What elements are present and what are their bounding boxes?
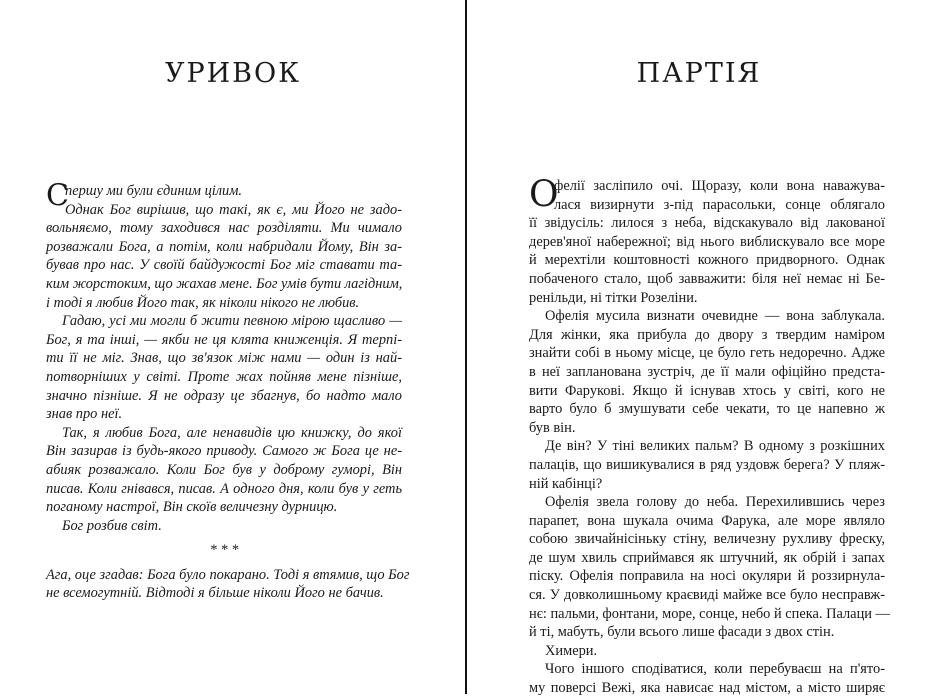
text-line: Гадаю, усі ми могли б жити певною мірою щасливо — [62,313,402,330]
drop-cap-left: С [46,178,69,213]
right-page [468,0,930,697]
book-spine-divider [465,0,467,694]
text-line: ти її не міг. Знав, що зв'язок між нами — один із най- [46,350,402,367]
text-line: собою звичайнісіньку стіну, величезну рухливу фреску, [529,531,885,548]
text-line: Для жінки, яка прибула до двору з твердим наміром [529,326,885,343]
drop-cap-right: О [529,174,559,215]
text-line: побаченого стало, щоб завважити: біля неї немає ні Бе- [529,270,885,287]
text-line: Офелія мусила визнати очевидне — вона заблукала. [545,308,885,325]
text-line: в неї запланована зустріч, де її мали офіційно предста- [529,363,885,380]
text-line: першу ми були єдиним цілим. [65,183,243,199]
text-line: палаців, що вишикувалися в ряд уздовж берега? У пляж- [529,456,885,473]
text-line: бував про нас. У своїй байдужості Бог міг ставати та- [46,257,402,274]
text-line: й мерехтіли коштовності кожного придворного. Однак [529,252,885,269]
text-line: не всемогутній. Відтоді я більше ніколи Його не бачив. [46,585,384,602]
text-line: ким жорстоким, що жахав мене. Бог умів бути лагідним, [46,275,403,292]
text-line: ренільди, ні тітки Розеліни. [529,289,698,306]
text-line: Де він? У тіні великих пальм? В одному з розкішних [545,438,885,455]
text-line: і тоді я любив Його так, як ніколи нікого не любив. [46,294,360,311]
text-line: нє: пальми, фонтани, море, сонце, небо й спека. Палаци — [529,605,890,622]
text-line: значно пізніше. Я не одразу це збагнув, бо надто мало [46,387,402,404]
text-line: потворніших у світі. Проте жах пойняв мене пізніше, [46,368,402,385]
text-line: му поверсі Вежі, яка нависає над містом, а місто ширяє [529,680,885,697]
right-page-text [529,174,890,698]
text-line: писав. Коли гнівався, писав. А одного дня, коли був у геть [46,480,402,497]
text-line: Однак Бог вирішив, що такі, як є, ми Його не задо- [65,201,402,218]
text-line: вити Фарукові. Якщо й існував хтось у світі, кого не [529,382,885,399]
text-line: Офелія звела голову до неба. Перехилившись через [545,494,885,511]
text-line: її звідусіль: лилося з неба, відскакувало від лакованої [529,215,885,232]
text-line: розважали Бога, а потім, коли набридали Йому, Він за- [46,238,402,255]
text-line: Він зазирав із будь-якого приводу. Самого ж Бога це не- [46,443,402,460]
left-page [0,0,466,694]
text-line: поганому настрої, Він скоїв величезну дурницю. [46,499,338,516]
text-line: Бог розбив світ. [62,517,162,534]
text-line: * * * [209,542,239,559]
text-line: Бог, я та інші, — якби не ця клята книженція. Я терпі- [46,331,402,348]
text-line: знав про неї. [46,406,123,423]
text-line: ся. У довколишньому краєвиді майже все було несправж- [529,587,885,604]
text-line: ній кабінці? [529,475,603,492]
text-line: Так, я любив Бога, але ненавидів цю книжку, до якої [62,424,402,441]
text-line: лася визирнути з-під парасольки, сонце облягало [554,196,885,213]
text-line: вольняємо, тому заходився нас розділяти. Ми чимало [46,220,402,237]
text-line: дерев'яної набережної; від нього виблискувало все море [529,233,885,250]
text-line: знайти собі в ньому місце, це було геть недоречно. Адже [529,345,885,362]
text-line: й ті, мабуть, були всього лише фасади з двох стін. [529,624,835,641]
text-line: де шум хвиль сприймався як штучний, як обрій і запах [529,549,885,566]
chapter-title-left: УРИВОК [164,58,302,89]
text-line: піску. Офелія поправила на носі окуляри й роззирнула- [529,568,885,585]
text-line: абияк розважало. Коли Бог був у доброму гуморі, Він [46,461,402,478]
text-line: Чого іншого сподіватися, коли перебуваєш на п'ято- [545,661,885,678]
text-line: фелії засліпило очі. Щоразу, коли вона наважува- [554,178,885,194]
text-line: був він. [529,419,576,436]
text-line: Ага, оце згадав: Бога було покарано. Тоді я втямив, що Бог [46,566,410,583]
text-line: варто було б змушувати себе чекати, то це напевно ж [529,401,885,418]
text-line: парапет, вона шукала очима Фарука, але море являло [529,512,885,529]
text-line: Химери. [545,642,598,659]
chapter-title-right: ПАРТІЯ [636,58,762,89]
left-page-text [46,178,410,603]
